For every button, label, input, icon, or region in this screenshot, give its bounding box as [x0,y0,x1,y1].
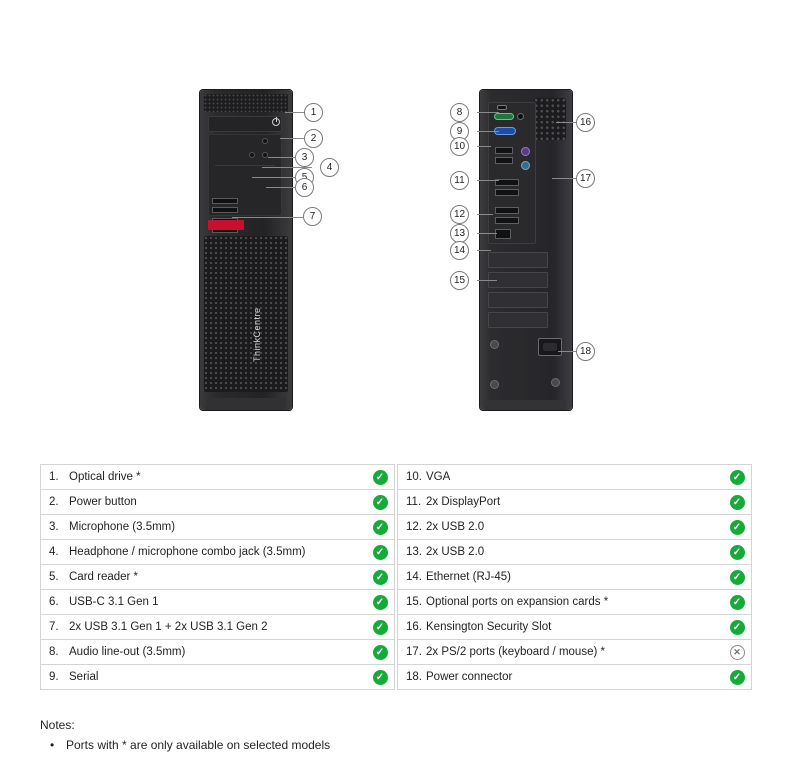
table-row [41,540,394,565]
table-row [41,615,394,640]
row-number: 11. [406,496,422,508]
usb-port-icon [212,207,238,213]
callout-3: 3 [295,148,314,167]
leader-line [477,131,499,132]
callout-11: 11 [450,171,469,190]
power-button-icon [272,118,280,126]
row-number: 18. [406,671,422,683]
row-number: 6. [49,596,59,608]
thumbscrew-icon [490,380,499,389]
table-row [41,490,394,515]
row-label: Headphone / microphone combo jack (3.5mm) [69,546,306,558]
callout-13: 13 [450,224,469,243]
row-label: Ethernet (RJ-45) [426,571,512,583]
row-status [366,520,394,535]
check-icon: ✓ [730,520,745,535]
table-row [398,515,751,540]
table-row [398,665,751,690]
expansion-slot [488,272,548,288]
front-bottom-vent [204,236,288,392]
table-row [398,615,751,640]
table-row [398,490,751,515]
leader-line [477,233,497,234]
check-icon: ✓ [373,545,388,560]
notes-item-text: Ports with * are only available on selected models [66,738,331,752]
row-status [366,470,394,485]
row-status [366,620,394,635]
row-status [723,645,751,660]
row-label: Card reader * [69,571,139,583]
leader-line [280,138,305,139]
expansion-slot [488,292,548,308]
row-label: 2x DisplayPort [426,496,501,508]
card-reader-icon [249,152,255,158]
check-icon: ✓ [730,620,745,635]
row-number: 9. [49,671,59,683]
row-label: VGA [426,471,451,483]
leader-line [477,280,497,281]
row-number: 16. [406,621,422,633]
row-number: 8. [49,646,59,658]
legend-column-right [397,464,752,690]
callout-15: 15 [450,271,469,290]
displayport-icon [495,157,513,164]
front-top-vent [204,94,288,112]
row-label: 2x USB 2.0 [426,521,485,533]
row-status [366,570,394,585]
check-icon: ✓ [730,495,745,510]
row-number: 3. [49,521,59,533]
callout-10: 10 [450,137,469,156]
row-number: 7. [49,621,59,633]
table-row [41,565,394,590]
front-base-foot [206,398,286,410]
cross-icon: ✕ [730,645,745,660]
check-icon: ✓ [373,595,388,610]
table-row [398,590,751,615]
callout-18: 18 [576,342,595,361]
table-row [398,540,751,565]
row-status [366,495,394,510]
row-label: Power connector [426,671,513,683]
row-label: Serial [69,671,99,683]
thumbscrew-icon [490,340,499,349]
microphone-jack-icon [262,138,268,144]
power-connector-icon [538,338,562,356]
row-status [366,645,394,660]
panel-divider [215,165,275,166]
check-icon: ✓ [373,670,388,685]
row-status [723,670,751,685]
callout-14: 14 [450,241,469,260]
check-icon: ✓ [373,645,388,660]
legend-column-left [40,464,395,690]
check-icon: ✓ [730,595,745,610]
leader-line [268,157,296,158]
usb-2-port-icon [495,217,519,224]
notes-title: Notes: [40,718,75,732]
leader-line [477,180,499,181]
leader-line [232,217,304,218]
row-label: 2x USB 3.1 Gen 1 + 2x USB 3.1 Gen 2 [69,621,268,633]
leader-line [552,178,576,179]
ps2-keyboard-port-icon [521,147,530,156]
check-icon: ✓ [730,570,745,585]
table-row [41,590,394,615]
leader-line [477,250,491,251]
rear-io-panel [488,102,536,244]
table-row [41,465,394,490]
ethernet-port-icon [495,229,511,239]
callout-16: 16 [576,113,595,132]
callout-9: 9 [450,122,469,141]
table-row [41,640,394,665]
kensington-security-slot-icon [497,105,507,110]
row-status [366,595,394,610]
row-status [723,620,751,635]
check-icon: ✓ [730,545,745,560]
rear-base-foot [486,400,566,410]
notes-section [40,718,330,752]
notes-list-item [40,738,330,752]
callout-17: 17 [576,169,595,188]
leader-line [477,214,493,215]
row-label: 2x USB 2.0 [426,546,485,558]
port-legend-table [40,464,752,690]
row-label: Microphone (3.5mm) [69,521,176,533]
row-status [723,595,751,610]
callout-12: 12 [450,205,469,224]
expansion-slot [488,312,548,328]
check-icon: ✓ [373,520,388,535]
table-row [398,465,751,490]
callout-6: 6 [295,178,314,197]
front-chassis [200,90,292,410]
row-label: Kensington Security Slot [426,621,552,633]
row-number: 10. [406,471,422,483]
leader-line [252,177,296,178]
leader-line [285,112,305,113]
row-number: 12. [406,521,422,533]
row-status [723,570,751,585]
callout-1: 1 [304,103,323,122]
thumbscrew-icon [551,378,560,387]
usb-port-icon [212,198,238,204]
check-icon: ✓ [373,495,388,510]
leader-line [558,351,576,352]
check-icon: ✓ [730,670,745,685]
expansion-slot [488,252,548,268]
row-label: Optical drive * [69,471,141,483]
rear-chassis [480,90,572,410]
leader-line [266,187,296,188]
table-row [41,665,394,690]
row-number: 13. [406,546,422,558]
row-status [366,670,394,685]
callout-7: 7 [303,207,322,226]
table-row [398,640,751,665]
row-number: 14. [406,571,422,583]
optical-drive-bay [208,116,282,132]
usb-2-port-icon [495,189,519,196]
row-status [723,520,751,535]
bullet-icon: • [50,738,55,752]
check-icon: ✓ [730,470,745,485]
leader-line [556,122,576,123]
displayport-icon [495,147,513,154]
callout-8: 8 [450,103,469,122]
row-label: Audio line-out (3.5mm) [69,646,186,658]
check-icon: ✓ [373,570,388,585]
row-number: 17. [406,646,422,658]
check-icon: ✓ [373,470,388,485]
ps2-mouse-port-icon [521,161,530,170]
rear-fan-vent [534,98,566,140]
row-label: Power button [69,496,137,508]
table-row [398,565,751,590]
usb-2-port-icon [495,207,519,214]
row-status [723,495,751,510]
row-number: 15. [406,596,422,608]
expansion-slot-group [488,252,548,336]
leader-line [477,146,491,147]
table-row [41,515,394,540]
row-status [723,470,751,485]
serial-port-icon [494,113,514,120]
check-icon: ✓ [373,620,388,635]
row-label: Optional ports on expansion cards * [426,596,609,608]
row-status [366,545,394,560]
row-label: 2x PS/2 ports (keyboard / mouse) * [426,646,605,658]
brand-accent-stripe [208,220,244,230]
row-number: 2. [49,496,59,508]
row-label: USB-C 3.1 Gen 1 [69,596,159,608]
row-number: 1. [49,471,59,483]
leader-line [477,112,499,113]
row-status [723,545,751,560]
brand-wordmark: ThinkCentre [252,307,262,362]
audio-line-out-icon [517,113,524,120]
row-number: 5. [49,571,59,583]
callout-2: 2 [304,129,323,148]
callout-4: 4 [320,158,339,177]
row-number: 4. [49,546,59,558]
